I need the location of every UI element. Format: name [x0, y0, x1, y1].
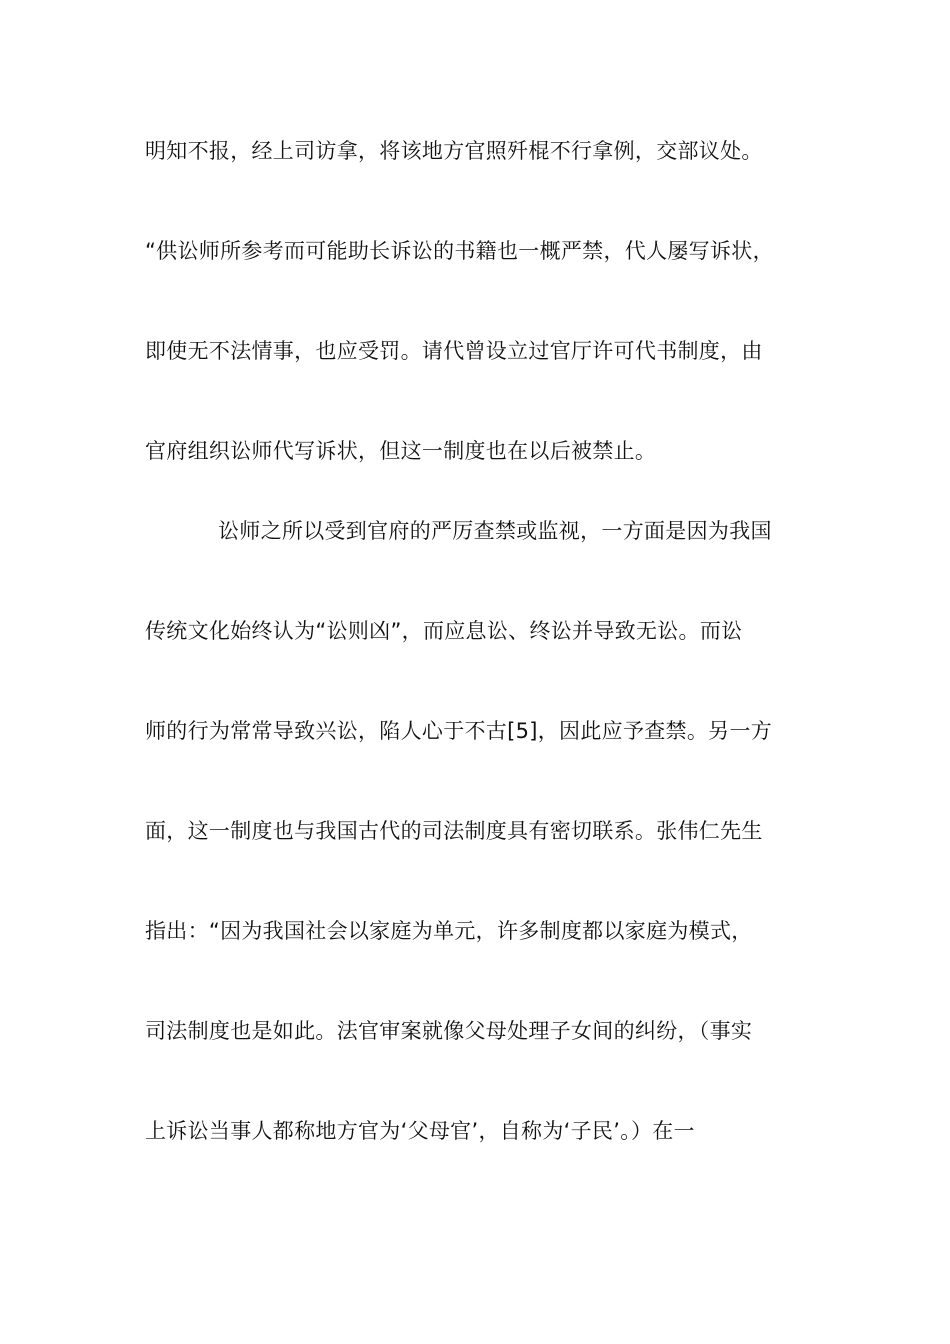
text-line-5: 讼师之所以受到官府的严厉查禁或监视，一方面是因为我国 [218, 519, 772, 543]
text-line-4: 官府组织讼师代写诉状，但这一制度也在以后被禁止。 [145, 439, 657, 463]
text-line-9: 指出：“因为我国社会以家庭为单元，许多制度都以家庭为模式， [145, 919, 753, 943]
text-line-11: 上诉讼当事人都称地方官为‘父母官’，自称为‘子民’。）在一 [145, 1119, 695, 1143]
text-line-3: 即使无不法情事，也应受罚。请代曾设立过官厅许可代书制度，由 [145, 339, 763, 363]
text-line-8: 面，这一制度也与我国古代的司法制度具有密切联系。张伟仁先生 [145, 819, 763, 843]
text-line-2: “供讼师所参考而可能助长诉讼的书籍也一概严禁，代人屡写诉状， [145, 239, 774, 263]
text-line-6: 传统文化始终认为“讼则凶”，而应息讼、终讼并导致无讼。而讼 [145, 619, 743, 643]
text-line-1: 明知不报，经上司访拿，将该地方官照歼棍不行拿例，交部议处。 [145, 139, 763, 163]
text-line-7: 师的行为常常导致兴讼，陷人心于不古[5]，因此应予查禁。另一方 [145, 719, 773, 743]
text-line-10: 司法制度也是如此。法官审案就像父母处理子女间的纠纷，（事实 [145, 1019, 753, 1043]
